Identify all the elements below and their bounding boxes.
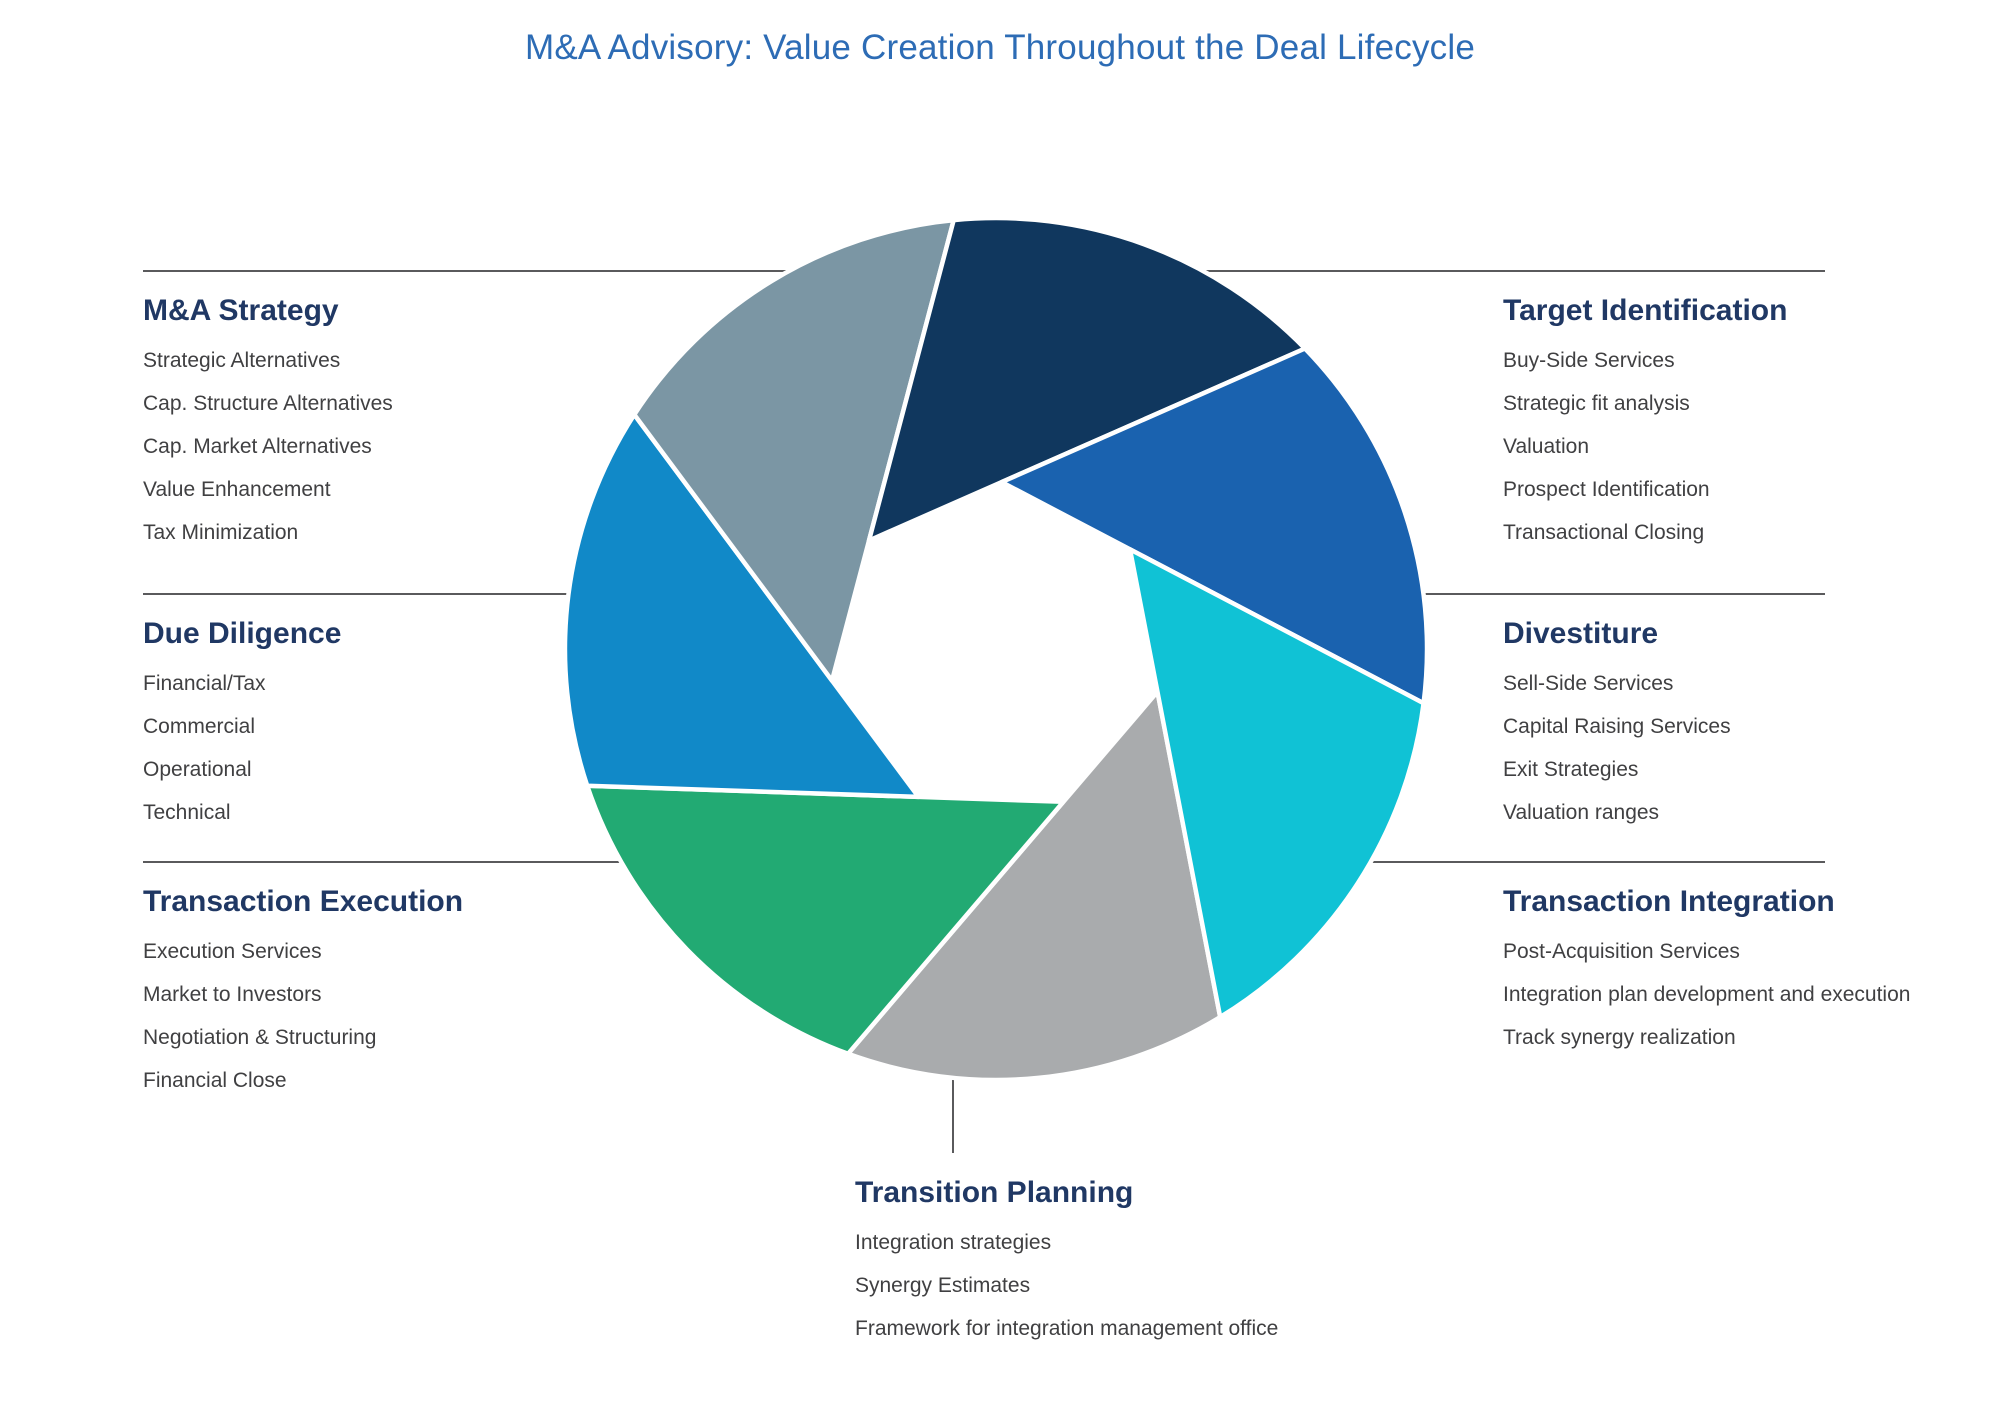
aperture-blades <box>565 218 1427 1080</box>
list-item: Synergy Estimates <box>855 1274 1031 1297</box>
list-item: Integration strategies <box>855 1231 1052 1254</box>
section-items <box>1503 339 1787 554</box>
list-item: Strategic Alternatives <box>143 349 341 372</box>
section-target-identification <box>1503 271 1787 554</box>
list-item: Strategic fit analysis <box>1503 392 1690 415</box>
list-item: Exit Strategies <box>1503 758 1639 781</box>
list-item: Market to Investors <box>143 983 322 1006</box>
list-item: Prospect Identification <box>1503 478 1710 501</box>
section-transaction-integration <box>1503 862 1910 1059</box>
list-item: Operational <box>143 758 252 781</box>
list-item: Commercial <box>143 715 256 738</box>
list-item: Capital Raising Services <box>1503 715 1731 738</box>
list-item: Technical <box>143 801 231 824</box>
section-items <box>1503 662 1731 834</box>
list-item: Integration plan development and execution <box>1503 983 1911 1006</box>
section-ma-strategy <box>143 271 393 554</box>
list-item: Financial/Tax <box>143 672 266 695</box>
section-items <box>143 662 341 834</box>
list-item: Valuation <box>1503 435 1590 458</box>
section-transition-planning <box>855 1153 1278 1350</box>
list-item: Value Enhancement <box>143 478 331 501</box>
section-due-diligence <box>143 594 341 834</box>
list-item: Transactional Closing <box>1503 521 1705 544</box>
list-item: Valuation ranges <box>1503 801 1660 824</box>
section-items <box>143 339 393 554</box>
page-title: M&A Advisory: Value Creation Throughout the Deal Lifecycle <box>525 28 1475 67</box>
section-transaction-execution <box>143 862 463 1102</box>
section-items <box>855 1221 1278 1350</box>
section-title: Due Diligence <box>143 617 342 650</box>
list-item: Buy-Side Services <box>1503 349 1675 372</box>
section-title: Transition Planning <box>855 1176 1134 1209</box>
list-item: Negotiation & Structuring <box>143 1026 377 1049</box>
list-item: Sell-Side Services <box>1503 672 1674 695</box>
section-title: Transaction Integration <box>1503 885 1835 918</box>
list-item: Execution Services <box>143 940 322 963</box>
section-title: Transaction Execution <box>143 885 464 918</box>
section-divestiture <box>1503 594 1731 834</box>
list-item: Post-Acquisition Services <box>1503 940 1740 963</box>
section-title: Target Identification <box>1503 294 1788 327</box>
section-title: Divestiture <box>1503 617 1659 650</box>
section-title: M&A Strategy <box>143 294 339 327</box>
list-item: Financial Close <box>143 1069 287 1092</box>
section-items <box>143 930 463 1102</box>
list-item: Track synergy realization <box>1503 1026 1736 1049</box>
list-item: Cap. Structure Alternatives <box>143 392 393 415</box>
list-item: Framework for integration management office <box>855 1317 1279 1340</box>
list-item: Cap. Market Alternatives <box>143 435 372 458</box>
list-item: Tax Minimization <box>143 521 299 544</box>
section-items <box>1503 930 1910 1059</box>
